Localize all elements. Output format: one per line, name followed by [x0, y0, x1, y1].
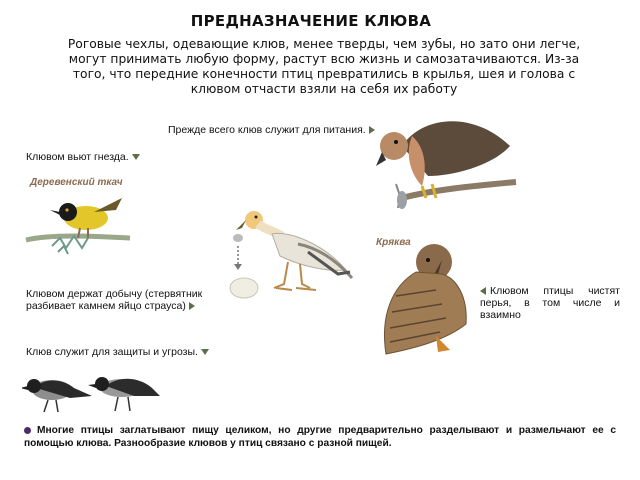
- bullet-icon: [24, 427, 31, 434]
- caption-nest: [26, 151, 140, 163]
- arrow-down-icon: [132, 154, 140, 160]
- caption-defense: [26, 346, 209, 358]
- arrow-down-icon: [201, 349, 209, 355]
- caption-preen-text: Клювом птицы чистят перья, в том числе и взаимно: [480, 285, 620, 321]
- arrow-right-icon: [189, 302, 195, 310]
- weaver-label: Деревенский ткач: [30, 177, 123, 188]
- summary-paragraph: [24, 424, 616, 450]
- weaver-bird-illustration: [22, 188, 134, 260]
- vulture-illustration: [228, 200, 366, 304]
- caption-preen: [480, 285, 620, 321]
- hawk-illustration: [372, 106, 518, 218]
- caption-prey-text: Клювом держат добычу (стервятник разбивает камнем яйцо страуса): [26, 288, 203, 312]
- caption-defense-text: Клюв служит для защиты и угрозы.: [26, 346, 198, 358]
- duck-illustration: [376, 236, 476, 360]
- caption-prey: [26, 288, 222, 312]
- duck-label: Кряква: [376, 237, 411, 248]
- intro-paragraph: Роговые чехлы, одевающие клюв, менее тверды, чем зубы, но зато они легче, могут принимать любую форму, растут всю жизнь и самозатачиваются. Из-за того, что передние конечности птиц превратились в крылья, шея и голова с клювом отчасти взяли на себя их работу: [67, 37, 581, 96]
- caption-nest-text: Клювом вьют гнезда.: [26, 151, 129, 163]
- caption-food: [168, 124, 375, 136]
- slide-title: ПРЕДНАЗНАЧЕНИЕ КЛЮВА: [190, 12, 432, 30]
- arrow-left-icon: [480, 287, 486, 295]
- caption-food-text: Прежде всего клюв служит для питания.: [168, 124, 366, 136]
- summary-text: Многие птицы заглатывают пищу целиком, но другие предварительно разделывают и размельчают ее с помощью клюва. Разнообразие клювов у птиц связано с разной пищей.: [24, 425, 616, 449]
- crows-illustration: [22, 370, 162, 416]
